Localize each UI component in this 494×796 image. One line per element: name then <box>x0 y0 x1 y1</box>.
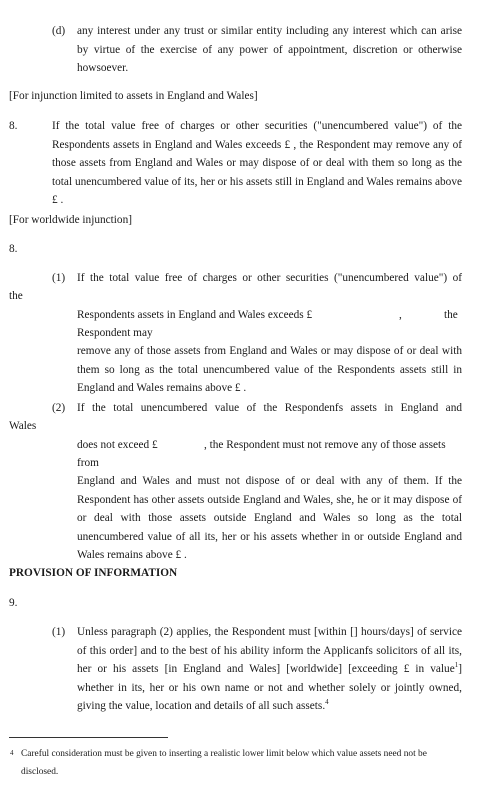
section-heading: PROVISION OF INFORMATION <box>9 567 178 579</box>
sub-1-line-3: Respondent may <box>77 327 153 339</box>
sub-2-line-2a: does not exceed £ <box>77 439 158 451</box>
sub-2-line-2b: , the Respondent must not remove any of those assets <box>204 439 446 451</box>
sub-2-wrap-word: Wales <box>9 420 37 432</box>
footnote-marker: 4 <box>10 749 14 757</box>
para-9-text-part-b: ] whether in its, her or his own name or not and whether solely or jointly owned, giving the value, location and details of all such assets. <box>77 663 462 712</box>
item-d-text: any interest under any trust or similar entity including any interest which can arise by virtue of the exercise of any power of appointment, discretion or otherwise howsoever. <box>77 25 462 74</box>
sub-2-first-line: If the total unencumbered value of the Respondenfs assets in England and <box>77 402 462 414</box>
sub-1-first-line: If the total value free of charges or other securities ("unencumbered value") of <box>77 272 462 284</box>
sub-2-rest: England and Wales and must not dispose of or deal with any of them. If the Respondent has other assets outside England and Wales, she, he or it may dispose of or deal with those assets outside England and Wales so long as the total unencumbered value of all its, her or his assets whether in or outside England and Wales remains above £ . <box>77 475 462 561</box>
para-8-england-text: If the total value free of charges or other securities ("unencumbered value") of the Respondents assets in England and Wales exceeds £ , the Respondent may remove any of those assets from England and Wales or may dispose of or deal with them so long as the total unencumbered value of its, her or his assets still in England and Wales remains above £ . <box>52 120 462 206</box>
item-marker-d: (d) <box>52 25 66 37</box>
para-8-worldwide-number: 8. <box>9 243 18 255</box>
footnote-ref-1: 1 <box>454 661 459 670</box>
para-9-number: 9. <box>9 597 18 609</box>
sub-2-line-3: from <box>77 457 99 469</box>
sub-2-marker: (2) <box>52 402 66 414</box>
sub-1-rest: remove any of those assets from England and Wales or may dispose of or deal with them so long as the total unencumbered value of the Respondents assets still in England and Wales remains above £ . <box>77 345 462 394</box>
sub-1-line-2c: the <box>444 309 458 321</box>
heading-england-wales: [For injunction limited to assets in England and Wales] <box>9 90 258 102</box>
para-9-sub-1-text <box>77 623 462 716</box>
sub-1-marker: (1) <box>52 272 66 284</box>
footnote-ref-4: 4 <box>325 698 329 707</box>
para-9-sub-1-marker: (1) <box>52 626 66 638</box>
footnote-divider <box>9 737 168 738</box>
heading-worldwide: [For worldwide injunction] <box>9 214 132 226</box>
footnote-text: Careful consideration must be given to inserting a realistic lower limit below which value assets need not be disclosed. <box>21 749 427 777</box>
para-9-text-part-a: Unless paragraph (2) applies, the Respondent must [within [] hours/days] of service of this order] and to the best of his ability inform the Applicanfs solicitors of all its, her or his assets [in England and Wales] [worldwide] [exceeding £ in value <box>77 626 462 675</box>
sub-1-wrap-word: the <box>9 290 23 302</box>
para-8-number: 8. <box>9 120 18 132</box>
sub-1-line-2b: , <box>399 309 402 321</box>
sub-1-line-2a: Respondents assets in England and Wales exceeds £ <box>77 309 313 321</box>
